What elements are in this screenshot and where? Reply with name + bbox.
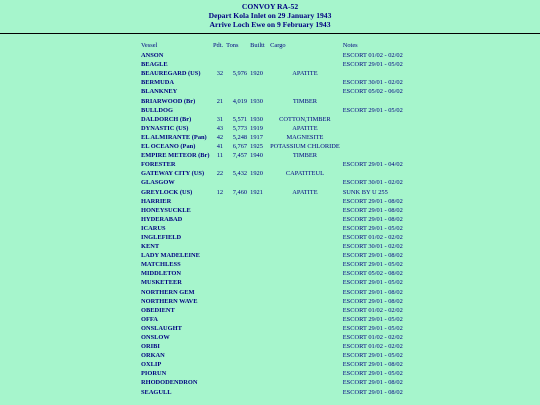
header-divider	[0, 33, 540, 34]
pdt-cell	[213, 51, 226, 60]
table-row	[141, 242, 413, 251]
table-row	[141, 378, 413, 387]
tons-cell	[226, 351, 250, 360]
depart-line: Depart Kola Inlet on 29 January 1943	[208, 11, 332, 20]
tons-cell	[226, 342, 250, 351]
vessel-name-cell: INGLEFIELD	[141, 233, 182, 241]
vessel-name-cell: OBEDIENT	[141, 306, 175, 314]
table-row	[141, 288, 413, 297]
pdt-cell: 12	[216, 188, 224, 196]
vessel-name-cell: BULLDOG	[141, 106, 173, 114]
tons-cell: 4,019	[232, 97, 248, 105]
table-row	[141, 160, 413, 169]
vessel-name-cell: NORTHERN GEM	[141, 288, 195, 296]
vessel-name-cell: ONSLAUGHT	[141, 324, 182, 332]
vessel-name-cell: BLANKNEY	[141, 88, 178, 96]
vessel-name-cell: HARRIER	[141, 197, 172, 205]
table-row	[141, 215, 413, 224]
cargo-cell: COTTON,TIMBER	[279, 115, 331, 123]
pdt-cell	[213, 333, 226, 342]
table-row	[141, 360, 413, 369]
cargo-cell	[270, 78, 340, 87]
cargo-cell	[270, 233, 340, 242]
built-year-cell: 1930	[250, 115, 263, 123]
notes-cell: ESCORT 30/01 - 02/02	[342, 243, 403, 251]
table-row	[141, 133, 413, 142]
built-year-cell	[250, 378, 270, 387]
vessel-name-cell: BEAGLE	[141, 61, 168, 69]
notes-cell	[340, 69, 413, 78]
cargo-cell	[270, 360, 340, 369]
vessel-name-cell: ONSLOW	[141, 334, 170, 341]
notes-cell: ESCORT 29/01 - 05/02	[342, 224, 403, 232]
pdt-cell: 21	[216, 97, 224, 105]
notes-cell: ESCORT 29/01 - 08/02	[342, 197, 403, 205]
table-body	[141, 51, 413, 397]
notes-cell: ESCORT 01/02 - 02/02	[342, 334, 403, 341]
table-row	[141, 142, 413, 151]
tons-cell	[226, 333, 250, 342]
table-row	[141, 178, 413, 187]
built-year-cell: 1920	[250, 70, 263, 78]
table-row	[141, 60, 413, 69]
cargo-cell	[270, 369, 340, 378]
notes-cell: ESCORT 29/01 - 08/02	[342, 361, 403, 369]
pdt-cell	[213, 242, 226, 251]
built-year-cell: 1940	[250, 152, 263, 160]
vessel-name-cell: BEAUREGARD (US)	[141, 70, 201, 78]
notes-cell: ESCORT 30/01 - 02/02	[342, 79, 403, 87]
cargo-cell: TIMBER	[292, 97, 318, 105]
pdt-cell	[213, 78, 226, 87]
notes-cell: ESCORT 29/01 - 08/02	[342, 297, 403, 305]
tons-cell: 5,248	[232, 133, 248, 141]
vessel-name-cell: PIORUN	[141, 370, 167, 378]
tons-cell	[226, 297, 250, 306]
tons-cell	[226, 251, 250, 260]
vessel-name-cell: DYNASTIC (US)	[141, 124, 189, 132]
column-header-vessel: Vessel	[141, 42, 158, 49]
tons-cell: 6,767	[232, 143, 248, 151]
table-row	[141, 306, 413, 315]
cargo-cell	[270, 197, 340, 206]
notes-cell: ESCORT 01/02 - 02/02	[342, 233, 403, 241]
built-year-cell	[250, 360, 270, 369]
vessel-name-cell: KENT	[141, 243, 160, 251]
notes-cell: ESCORT 05/02 - 06/02	[342, 88, 403, 96]
arrive-line: Arrive Loch Ewe on 9 February 1943	[209, 20, 331, 29]
table-row	[141, 233, 413, 242]
built-year-cell	[250, 87, 270, 96]
tons-cell	[226, 106, 250, 115]
cargo-cell	[270, 178, 340, 187]
table-row	[141, 69, 413, 78]
notes-cell	[340, 97, 413, 106]
column-header-pdt: Pdt.	[213, 42, 224, 49]
notes-cell: ESCORT 01/02 - 02/02	[342, 52, 403, 60]
pdt-cell	[213, 197, 226, 206]
pdt-cell: 32	[216, 70, 224, 78]
cargo-cell	[270, 242, 340, 251]
built-year-cell	[250, 260, 270, 269]
cargo-cell: MAGNESITE	[286, 133, 324, 141]
built-year-cell	[250, 315, 270, 324]
tons-cell	[226, 215, 250, 224]
tons-cell	[226, 369, 250, 378]
built-year-cell	[250, 178, 270, 187]
pdt-cell	[213, 378, 226, 387]
vessel-name-cell: LADY MADELEINE	[141, 252, 200, 260]
tons-cell	[226, 388, 250, 397]
notes-cell: ESCORT 29/01 - 05/02	[342, 61, 403, 69]
column-header-built: Builtt	[250, 42, 265, 49]
table-row	[141, 124, 413, 133]
cargo-cell	[270, 269, 340, 278]
pdt-cell	[213, 306, 226, 315]
notes-cell: ESCORT 01/02 - 02/02	[342, 306, 403, 314]
tons-cell	[226, 260, 250, 269]
built-year-cell	[250, 342, 270, 351]
notes-cell	[340, 142, 413, 151]
built-year-cell	[250, 306, 270, 315]
built-year-cell	[250, 297, 270, 306]
cargo-cell	[270, 306, 340, 315]
pdt-cell	[213, 388, 226, 397]
notes-cell: ESCORT 30/01 - 02/02	[342, 179, 403, 187]
vessel-name-cell: EMPIRE METEOR (Br)	[141, 152, 210, 160]
table-row	[141, 351, 413, 360]
vessel-name-cell: EL ALMIRANTE (Pan)	[141, 133, 207, 141]
table-row	[141, 206, 413, 215]
notes-cell	[340, 169, 413, 178]
notes-cell	[340, 133, 413, 142]
built-year-cell	[250, 233, 270, 242]
table-row	[141, 324, 413, 333]
notes-cell: ESCORT 29/01 - 05/02	[342, 352, 403, 360]
tons-cell	[226, 224, 250, 233]
built-year-cell	[250, 160, 270, 169]
notes-cell: ESCORT 29/01 - 08/02	[342, 288, 403, 296]
column-header-cargo: Cargo	[270, 42, 286, 49]
table-row	[141, 188, 413, 197]
pdt-cell	[213, 87, 226, 96]
tons-cell: 5,976	[232, 70, 248, 78]
notes-cell	[340, 151, 413, 160]
vessel-name-cell: HYDERABAD	[141, 215, 183, 223]
pdt-cell	[213, 278, 226, 287]
cargo-cell: POTASSIUM CHLORIDE	[270, 143, 340, 151]
cargo-cell	[270, 51, 340, 60]
notes-cell: ESCORT 29/01 - 05/02	[342, 261, 403, 269]
pdt-cell	[213, 297, 226, 306]
tons-cell	[226, 87, 250, 96]
notes-cell: ESCORT 29/01 - 05/02	[342, 279, 403, 287]
notes-cell: ESCORT 29/01 - 08/02	[342, 388, 403, 396]
pdt-cell	[213, 315, 226, 324]
vessel-name-cell: OXLIP	[141, 361, 162, 369]
vessel-name-cell: BERMUDA	[141, 79, 175, 87]
column-header-tons: Tons	[226, 42, 239, 49]
built-year-cell	[250, 288, 270, 297]
built-year-cell	[250, 78, 270, 87]
cargo-cell	[270, 60, 340, 69]
cargo-cell: APATITE	[292, 188, 318, 196]
tons-cell	[226, 51, 250, 60]
table-row	[141, 97, 413, 106]
vessel-name-cell: ICARUS	[141, 224, 166, 232]
tons-cell: 5,571	[232, 115, 248, 123]
tons-cell	[226, 242, 250, 251]
built-year-cell	[250, 333, 270, 342]
pdt-cell	[213, 60, 226, 69]
pdt-cell	[213, 288, 226, 297]
vessel-name-cell: HONEYSUCKLE	[141, 206, 191, 214]
built-year-cell	[250, 269, 270, 278]
built-year-cell	[250, 251, 270, 260]
notes-cell: ESCORT 29/01 - 08/02	[342, 252, 403, 260]
built-year-cell	[250, 215, 270, 224]
tons-cell	[226, 278, 250, 287]
tons-cell	[226, 160, 250, 169]
cargo-cell	[270, 106, 340, 115]
built-year-cell	[250, 351, 270, 360]
cargo-cell: APATITE	[292, 124, 318, 132]
cargo-cell	[270, 215, 340, 224]
tons-cell: 7,460	[232, 188, 248, 196]
notes-cell: ESCORT 29/01 - 05/02	[342, 324, 403, 332]
built-year-cell	[250, 60, 270, 69]
built-year-cell	[250, 224, 270, 233]
notes-cell: ESCORT 05/02 - 08/02	[342, 270, 403, 278]
pdt-cell	[213, 342, 226, 351]
table-row	[141, 87, 413, 96]
notes-cell: ESCORT 29/01 - 05/02	[342, 106, 403, 114]
table-row	[141, 342, 413, 351]
built-year-cell	[250, 369, 270, 378]
tons-cell	[226, 60, 250, 69]
vessel-name-cell: GLASGOW	[141, 179, 175, 187]
pdt-cell	[213, 369, 226, 378]
column-header-notes: Notes	[342, 42, 358, 49]
table-row	[141, 260, 413, 269]
vessel-name-cell: ORIBI	[141, 343, 160, 351]
table-row	[141, 197, 413, 206]
table-row	[141, 297, 413, 306]
notes-cell: ESCORT 29/01 - 05/02	[342, 315, 403, 323]
vessel-name-cell: EL OCEANO (Pan)	[141, 143, 196, 151]
cargo-cell	[270, 288, 340, 297]
vessel-name-cell: SEAGULL	[141, 388, 172, 396]
pdt-cell	[213, 178, 226, 187]
vessel-name-cell: GATEWAY CITY (US)	[141, 170, 205, 178]
cargo-cell	[270, 342, 340, 351]
built-year-cell	[250, 388, 270, 397]
built-year-cell	[250, 197, 270, 206]
pdt-cell	[213, 351, 226, 360]
built-year-cell	[250, 51, 270, 60]
tons-cell	[226, 360, 250, 369]
pdt-cell	[213, 251, 226, 260]
vessel-name-cell: MATCHLESS	[141, 261, 181, 269]
notes-cell: ESCORT 29/01 - 05/02	[342, 370, 403, 378]
page-header	[0, 0, 540, 29]
table-row	[141, 251, 413, 260]
cargo-cell	[270, 388, 340, 397]
vessel-name-cell: RHODODENDRON	[141, 379, 198, 387]
notes-cell	[340, 124, 413, 133]
table-row	[141, 333, 413, 342]
pdt-cell	[213, 160, 226, 169]
notes-cell: ESCORT 29/01 - 04/02	[342, 161, 403, 169]
built-year-cell	[250, 324, 270, 333]
tons-cell	[226, 197, 250, 206]
cargo-cell	[270, 251, 340, 260]
tons-cell	[226, 306, 250, 315]
vessel-name-cell: DALDORCH (Br)	[141, 115, 192, 123]
cargo-cell	[270, 224, 340, 233]
pdt-cell	[213, 324, 226, 333]
table-row	[141, 315, 413, 324]
built-year-cell: 1921	[250, 188, 263, 196]
pdt-cell	[213, 206, 226, 215]
notes-cell: ESCORT 29/01 - 08/02	[342, 215, 403, 223]
table-row	[141, 224, 413, 233]
built-year-cell: 1925	[250, 143, 263, 151]
cargo-cell	[270, 206, 340, 215]
tons-cell	[226, 206, 250, 215]
built-year-cell: 1930	[250, 97, 263, 105]
built-year-cell: 1917	[250, 133, 263, 141]
vessel-name-cell: ORKAN	[141, 352, 165, 360]
table-row	[141, 78, 413, 87]
built-year-cell: 1919	[250, 124, 263, 132]
tons-cell	[226, 288, 250, 297]
pdt-cell	[213, 224, 226, 233]
pdt-cell: 43	[216, 124, 224, 132]
tons-cell	[226, 233, 250, 242]
pdt-cell	[213, 269, 226, 278]
pdt-cell	[213, 106, 226, 115]
built-year-cell	[250, 206, 270, 215]
notes-cell: ESCORT 29/01 - 08/02	[342, 206, 403, 214]
page-title: CONVOY RA-52	[241, 2, 299, 11]
pdt-cell: 42	[216, 133, 224, 141]
table-row	[141, 388, 413, 397]
pdt-cell: 11	[216, 152, 224, 160]
pdt-cell	[213, 360, 226, 369]
cargo-cell	[270, 260, 340, 269]
vessel-name-cell: GREYLOCK (US)	[141, 188, 193, 196]
cargo-cell	[270, 87, 340, 96]
table-row	[141, 51, 413, 60]
convoy-table	[141, 41, 413, 397]
cargo-cell	[270, 351, 340, 360]
table-row	[141, 106, 413, 115]
cargo-cell	[270, 278, 340, 287]
tons-cell	[226, 78, 250, 87]
built-year-cell	[250, 278, 270, 287]
vessel-name-cell: ANSON	[141, 52, 164, 60]
cargo-cell: APATITE	[292, 70, 318, 78]
vessel-name-cell: MUSKETEER	[141, 279, 182, 287]
cargo-cell	[270, 160, 340, 169]
tons-cell: 7,457	[232, 152, 248, 160]
tons-cell	[226, 378, 250, 387]
tons-cell	[226, 324, 250, 333]
pdt-cell	[213, 215, 226, 224]
vessel-name-cell: BRIARWOOD (Br)	[141, 97, 196, 105]
table-header-row	[141, 41, 413, 51]
tons-cell	[226, 269, 250, 278]
pdt-cell	[213, 233, 226, 242]
cargo-cell: CAPATITEUL	[285, 170, 324, 178]
notes-cell	[340, 115, 413, 124]
pdt-cell	[213, 260, 226, 269]
notes-cell: ESCORT 29/01 - 08/02	[342, 379, 403, 387]
vessel-name-cell: FORESTER	[141, 161, 176, 169]
notes-cell: SUNK BY U 255	[342, 188, 388, 196]
tons-cell: 5,432	[232, 170, 248, 178]
table-row	[141, 115, 413, 124]
tons-cell	[226, 178, 250, 187]
cargo-cell	[270, 324, 340, 333]
pdt-cell: 22	[216, 170, 224, 178]
vessel-name-cell: OFFA	[141, 315, 158, 323]
cargo-cell	[270, 378, 340, 387]
table-row	[141, 151, 413, 160]
table-row	[141, 369, 413, 378]
built-year-cell: 1920	[250, 170, 263, 178]
table-row	[141, 269, 413, 278]
pdt-cell: 31	[216, 115, 224, 123]
vessel-name-cell: NORTHERN WAVE	[141, 297, 198, 305]
built-year-cell	[250, 106, 270, 115]
table-row	[141, 278, 413, 287]
cargo-cell: TIMBER	[292, 152, 318, 160]
cargo-cell	[270, 297, 340, 306]
notes-cell: ESCORT 01/02 - 02/02	[342, 343, 403, 351]
vessel-name-cell: MIDDLETON	[141, 270, 182, 278]
built-year-cell	[250, 242, 270, 251]
table-row	[141, 169, 413, 178]
tons-cell: 5,773	[232, 124, 248, 132]
pdt-cell: 41	[216, 143, 224, 151]
cargo-cell	[270, 315, 340, 324]
cargo-cell	[270, 333, 340, 342]
tons-cell	[226, 315, 250, 324]
